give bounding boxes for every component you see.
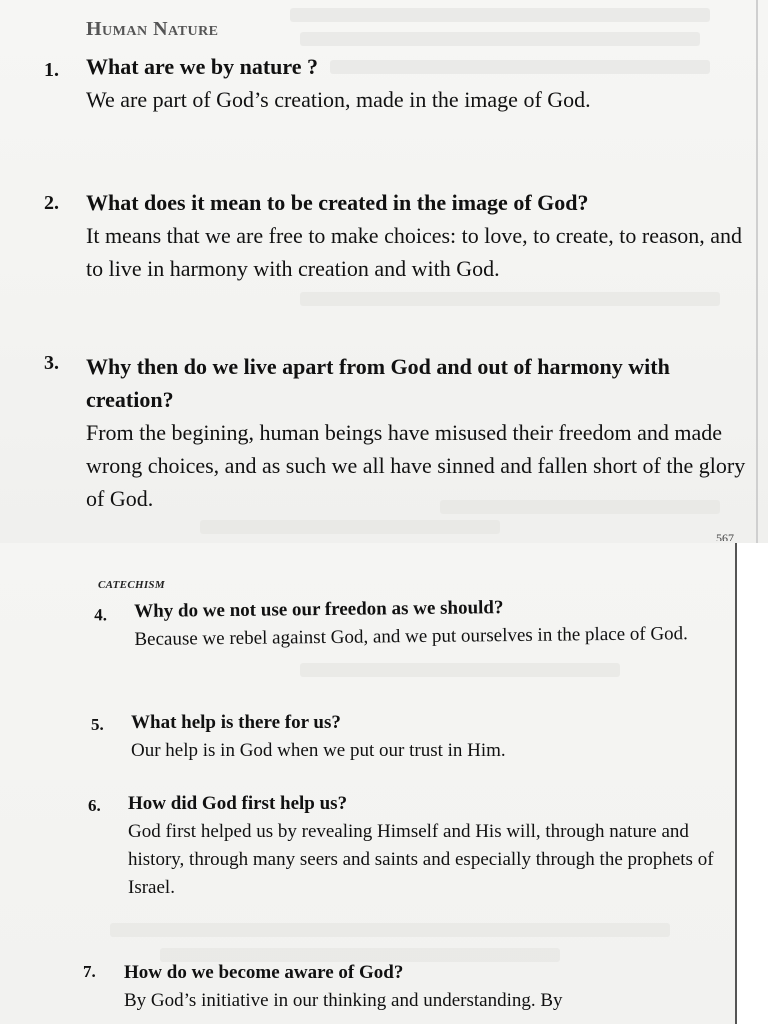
item-answer: By God’s initiative in our thinking and understanding. By [124, 990, 563, 1011]
item-question: Why then do we live apart from God and out of harmony with creation? [86, 354, 670, 412]
item-number: 7. [83, 962, 96, 981]
bleed-through-mark [290, 8, 710, 22]
catechism-item [88, 790, 728, 902]
item-question: How did God first help us? [128, 793, 348, 814]
item-question: What help is there for us? [131, 712, 341, 733]
section-heading: Human Nature [86, 18, 219, 40]
item-number: 6. [88, 796, 101, 815]
item-answer: We are part of God’s creation, made in the image of God. [86, 87, 591, 112]
item-answer: Our help is in God when we put our trust in Him. [131, 740, 506, 761]
item-number: 4. [94, 605, 108, 625]
item-number: 1. [44, 59, 59, 81]
bleed-through-mark [110, 923, 670, 937]
catechism-item [44, 186, 751, 285]
item-answer: God first helped us by revealing Himself and His will, through nature and history, through many seers and saints and especially through the prophets of Israel. [128, 821, 714, 898]
item-question: How do we become aware of God? [124, 962, 404, 983]
item-question: What are we by nature ? [86, 54, 319, 79]
item-number: 3. [44, 352, 59, 374]
item-question: What does it mean to be created in the image of God? [86, 190, 589, 215]
catechism-item [44, 50, 746, 116]
item-number: 5. [91, 715, 104, 734]
bleed-through-mark [300, 663, 620, 677]
catechism-item [44, 350, 751, 515]
item-answer: Because we rebel against God, and we put ourselves in the place of God. [134, 623, 688, 650]
bleed-through-mark [300, 32, 700, 46]
item-number: 2. [44, 192, 59, 214]
page-number: 567 [716, 531, 734, 541]
item-question: Why do we not use our freedon as we should? [134, 597, 504, 622]
catechism-item [94, 592, 725, 654]
item-answer: From the begining, human beings have misused their freedom and made wrong choices, and as such we all have sinned and fallen short of the glory of God. [86, 420, 746, 511]
bleed-through-mark [300, 292, 720, 306]
running-head: CATECHISM [98, 579, 165, 591]
blank-margin [737, 543, 768, 1024]
page-edge [756, 0, 758, 543]
catechism-item [83, 959, 729, 1015]
catechism-item [91, 709, 721, 765]
bleed-through-mark [200, 520, 500, 534]
bottom-page-scan [0, 543, 736, 1024]
item-answer: It means that we are free to make choices: to love, to create, to reason, and to live in harmony with creation and with God. [86, 223, 743, 281]
